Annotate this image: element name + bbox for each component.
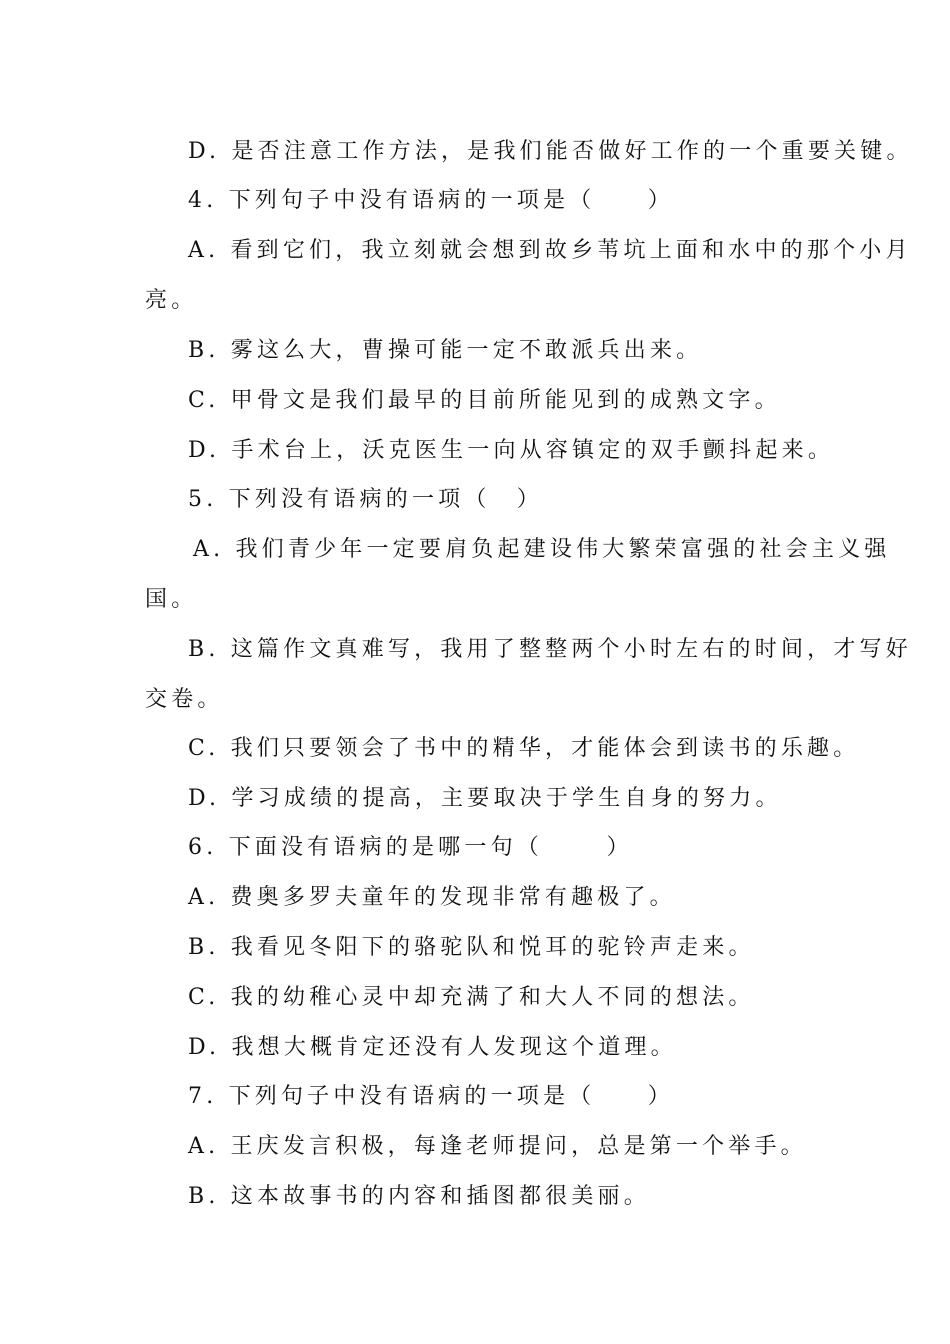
q6-option-b: B. 我看见冬阳下的骆驼队和悦耳的驼铃声走来。 (188, 935, 755, 960)
q6-stem: 6. 下面没有语病的是哪一句（ ） (188, 835, 633, 860)
q4-option-d: D. 手术台上，沃克医生一向从容镇定的双手颤抖起来。 (188, 438, 835, 463)
q5-option-a-line2: 国。 (145, 587, 198, 612)
q6-option-d: D. 我想大概肯定还没有人发现这个道理。 (188, 1035, 677, 1060)
q5-option-d: D. 学习成绩的提高，主要取决于学生自身的努力。 (188, 786, 782, 811)
q6-option-c: C. 我的幼稚心灵中却充满了和大人不同的想法。 (188, 985, 755, 1010)
q4-option-b: B. 雾这么大，曹操可能一定不敢派兵出来。 (188, 338, 703, 363)
q7-option-b: B. 这本故事书的内容和插图都很美丽。 (188, 1184, 650, 1209)
q5-option-b-line1: B. 这篇作文真难写，我用了整整两个小时左右的时间，才写好 (188, 637, 912, 662)
q7-stem: 7. 下列句子中没有语病的一项是（ ） (188, 1084, 674, 1109)
q4-option-a-line1: A. 看到它们，我立刻就会想到故乡苇坑上面和水中的那个小月 (188, 238, 912, 263)
q4-option-a-line2: 亮。 (145, 288, 198, 313)
q4-stem: 4. 下列句子中没有语病的一项是（ ） (188, 188, 674, 213)
q5-option-b-line2: 交卷。 (145, 687, 224, 712)
q4-option-c: C. 甲骨文是我们最早的目前所能见到的成熟文字。 (188, 388, 781, 413)
q5-option-c: C. 我们只要领会了书中的精华，才能体会到读书的乐趣。 (188, 736, 860, 761)
q5-stem: 5. 下列没有语病的一项（ ） (188, 487, 543, 512)
q7-option-a: A. 王庆发言积极，每逢老师提问，总是第一个举手。 (188, 1134, 807, 1159)
q5-option-a-line1: A. 我们青少年一定要肩负起建设伟大繁荣富强的社会主义强 (193, 537, 891, 562)
q6-option-a: A. 费奥多罗夫童年的发现非常有趣极了。 (188, 885, 676, 910)
q3-option-d: D. 是否注意工作方法，是我们能否做好工作的一个重要关键。 (188, 139, 913, 164)
